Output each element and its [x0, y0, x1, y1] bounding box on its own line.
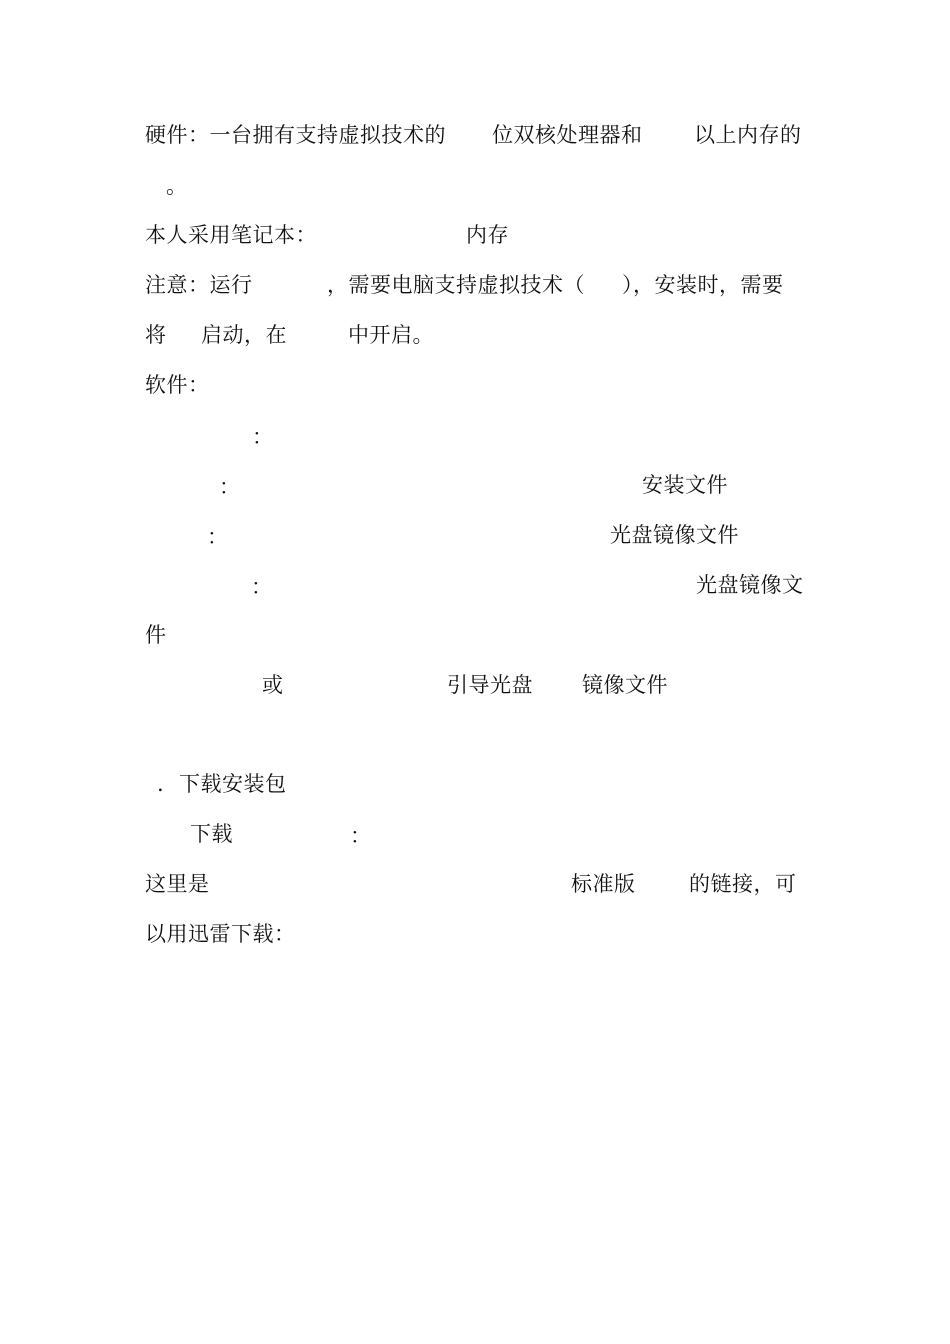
download-colon: ：: [350, 824, 372, 848]
software-item-4-wrap: 件: [145, 623, 167, 647]
hardware-cpu: 位双核处理器和: [492, 123, 643, 147]
note-end: ），安装时，需要: [622, 273, 784, 297]
laptop-label: 本人采用笔记本：: [145, 223, 317, 247]
laptop-memory: 内存: [466, 223, 509, 247]
software-item-2-desc: 安装文件: [642, 473, 728, 497]
software-item-1-colon: ：: [252, 425, 274, 449]
boot-image: 镜像文件: [582, 673, 668, 697]
boot-or: 或: [262, 673, 284, 697]
section-title: 下载安装包: [179, 772, 287, 796]
note2-startup: 启动，在: [201, 323, 287, 347]
note-middle: ，需要电脑支持虚拟技术（: [327, 273, 585, 297]
note2-enable: 中开启。: [348, 323, 434, 347]
software-item-3-colon: ：: [207, 525, 229, 549]
boot-disc: 引导光盘: [447, 673, 533, 697]
download-label: 下载: [190, 822, 233, 846]
note2-jiang: 将: [145, 323, 167, 347]
software-item-4-desc: 光盘镜像文: [696, 573, 804, 597]
software-label: 软件：: [145, 373, 210, 397]
software-item-2-colon: ：: [219, 475, 241, 499]
hardware-end: 。: [166, 174, 188, 198]
software-item-3-desc: 光盘镜像文件: [610, 523, 739, 547]
here-edition: 标准版: [571, 872, 636, 896]
here-prefix: 这里是: [145, 872, 210, 896]
hardware-prefix: 硬件：一台拥有支持虚拟技术的: [145, 123, 446, 147]
software-item-4-colon: ：: [251, 575, 273, 599]
note-prefix: 注意：运行: [145, 273, 253, 297]
here-wrap: 以用迅雷下载：: [145, 922, 296, 946]
section-number: .: [157, 772, 165, 796]
here-link: 的链接，可: [689, 872, 797, 896]
hardware-memory: 以上内存的: [694, 123, 802, 147]
